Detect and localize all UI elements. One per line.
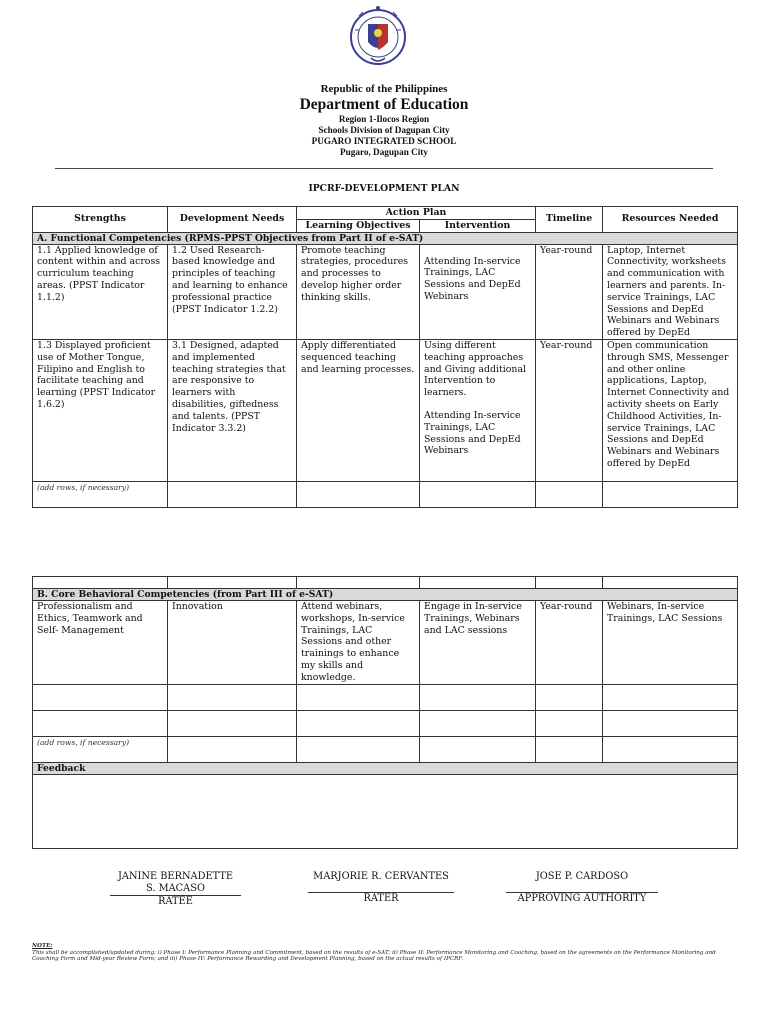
table-row	[33, 711, 738, 737]
table-row	[33, 737, 738, 763]
rater-name: MARJORIE R. CERVANTES	[313, 871, 449, 882]
resources-cell: Laptop, Internet Connectivity, worksheets and communication with learners and parents. In-service Trainings, LAC Sessions and DepEd Webinars and Webinars offered by DepEd	[603, 244, 738, 339]
ratee-role: RATEE	[110, 895, 241, 908]
approving-authority-signature-block	[506, 871, 658, 905]
col-header-strengths: Strengths	[33, 207, 168, 233]
table-row	[33, 577, 738, 589]
empty-cell	[536, 737, 603, 763]
development-need-cell: 1.2 Used Research-based knowledge and principles of teaching and learning to enhance professional practice (PPST Indicator 1.2.2)	[168, 244, 297, 339]
republic-heading: Republic of the Philippines	[320, 83, 448, 95]
empty-cell	[536, 685, 603, 711]
table-row	[33, 244, 738, 339]
intervention-text: Attending In-service Trainings, LAC Sessions and DepEd Webinars	[424, 409, 521, 457]
add-rows-note: (add rows, if necessary)	[33, 737, 168, 763]
col-header-timeline: Timeline	[536, 207, 603, 233]
approver-name: JOSE P. CARDOSO	[535, 871, 629, 882]
department-heading: Department of Education	[299, 96, 469, 113]
rater-signature-block	[308, 871, 454, 905]
empty-cell	[420, 481, 536, 507]
table-row	[33, 601, 738, 685]
resources-cell: Open communication through SMS, Messenger and other online applications, Laptop, Internet Connectivity and activity sheets on Early Childhood Activities, In-service Trainings, LAC Sessions and DepEd Webinars and Webinars offered by DepEd	[603, 339, 738, 481]
empty-cell	[33, 711, 168, 737]
strength-cell: Professionalism and Ethics, Teamwork and Self- Management	[33, 601, 168, 685]
timeline-cell: Year-round	[536, 339, 603, 481]
intervention-cell	[420, 244, 536, 339]
school-address: Pugaro, Dagupan City	[340, 147, 428, 157]
timeline-cell: Year-round	[536, 244, 603, 339]
section-b-title: B. Core Behavioral Competencies (from Part III of e-SAT)	[33, 589, 738, 601]
intervention-cell: Engage in In-service Trainings, Webinars and LAC sessions	[420, 601, 536, 685]
empty-cell	[168, 685, 297, 711]
table-row	[33, 481, 738, 507]
region-text: Region 1-Ilocos Region	[338, 114, 430, 124]
ratee-name-line1: JANINE BERNADETTE	[117, 871, 234, 882]
approver-role: APPROVING AUTHORITY	[506, 892, 658, 905]
col-header-action-plan: Action Plan	[297, 207, 536, 220]
empty-cell	[168, 481, 297, 507]
add-rows-note: (add rows, if necessary)	[33, 481, 168, 507]
empty-cell	[603, 577, 738, 589]
table-row	[33, 339, 738, 481]
note-label: NOTE:	[32, 943, 53, 949]
empty-cell	[420, 577, 536, 589]
empty-cell	[603, 481, 738, 507]
strength-cell: 1.1 Applied knowledge of content within and across curriculum teaching areas. (PPST Indicator 1.1.2)	[33, 244, 168, 339]
intervention-text: Using different teaching approaches and Giving additional Intervention to learners.	[424, 339, 527, 399]
col-header-development-needs: Development Needs	[168, 207, 297, 233]
empty-cell	[603, 737, 738, 763]
division-text: Schools Division of Dagupan City	[318, 125, 450, 135]
empty-cell	[297, 737, 420, 763]
empty-cell	[33, 577, 168, 589]
empty-cell	[603, 685, 738, 711]
deped-seal-logo	[349, 2, 407, 77]
development-need-cell: Innovation	[168, 601, 297, 685]
development-need-cell: 3.1 Designed, adapted and implemented teaching strategies that are responsive to learners with disabilities, giftedness and talents. (PPST Indicator 3.3.2)	[168, 339, 297, 481]
empty-cell	[420, 685, 536, 711]
header-divider	[55, 168, 713, 169]
feedback-box	[33, 775, 738, 849]
strength-cell: 1.3 Displayed proficient use of Mother Tongue, Filipino and English to facilitate teaching and learning (PPST Indicator 1.6.2)	[33, 339, 168, 481]
behavioral-competencies-table	[32, 576, 738, 849]
development-plan-table	[32, 206, 738, 508]
empty-cell	[536, 711, 603, 737]
intervention-cell	[420, 339, 536, 481]
empty-cell	[33, 685, 168, 711]
empty-cell	[297, 577, 420, 589]
document-title: IPCRF-DEVELOPMENT PLAN	[308, 183, 460, 194]
footnote	[32, 943, 732, 963]
empty-cell	[168, 737, 297, 763]
learning-objective-cell: Promote teaching strategies, procedures and processes to develop higher order thinking skills.	[297, 244, 420, 339]
feedback-label: Feedback	[33, 763, 738, 775]
empty-cell	[536, 577, 603, 589]
empty-cell	[168, 711, 297, 737]
col-header-resources: Resources Needed	[603, 207, 738, 233]
intervention-text: Attending In-service Trainings, LAC Sessions and DepEd Webinars	[424, 255, 521, 302]
empty-cell	[297, 481, 420, 507]
note-text: This shall be accomplished/updated during: i) Phase I: Performance Planning and Commitment, based on the results of e-SAT; ii) Phase II: Performance Monitoring and Coaching, based on the agreements on the Performance Monitoring and Coaching Form and Mid-year Review Form; and iii) Phase IV: Performance Rewarding and Development Planning, based on the actual results of IPCRF.	[32, 949, 716, 963]
ratee-name-line2: S. MACASO	[145, 883, 205, 894]
empty-cell	[420, 711, 536, 737]
rater-role: RATER	[308, 892, 454, 905]
learning-objective-cell: Attend webinars, workshops, In-service Trainings, LAC Sessions and other trainings to enhance my skills and knowledge.	[297, 601, 420, 685]
col-header-learning-objectives: Learning Objectives	[297, 219, 420, 232]
empty-cell	[297, 711, 420, 737]
resources-cell: Webinars, In-service Trainings, LAC Sessions	[603, 601, 738, 685]
empty-cell	[420, 737, 536, 763]
school-name: PUGARO INTEGRATED SCHOOL	[311, 136, 457, 146]
empty-cell	[297, 685, 420, 711]
empty-cell	[536, 481, 603, 507]
ratee-signature-block	[110, 871, 241, 908]
empty-cell	[168, 577, 297, 589]
table-row	[33, 685, 738, 711]
col-header-intervention: Intervention	[420, 219, 536, 232]
empty-cell	[603, 711, 738, 737]
timeline-cell: Year-round	[536, 601, 603, 685]
section-a-title: A. Functional Competencies (RPMS-PPST Objectives from Part II of e-SAT)	[33, 232, 738, 244]
learning-objective-cell: Apply differentiated sequenced teaching and learning processes.	[297, 339, 420, 481]
